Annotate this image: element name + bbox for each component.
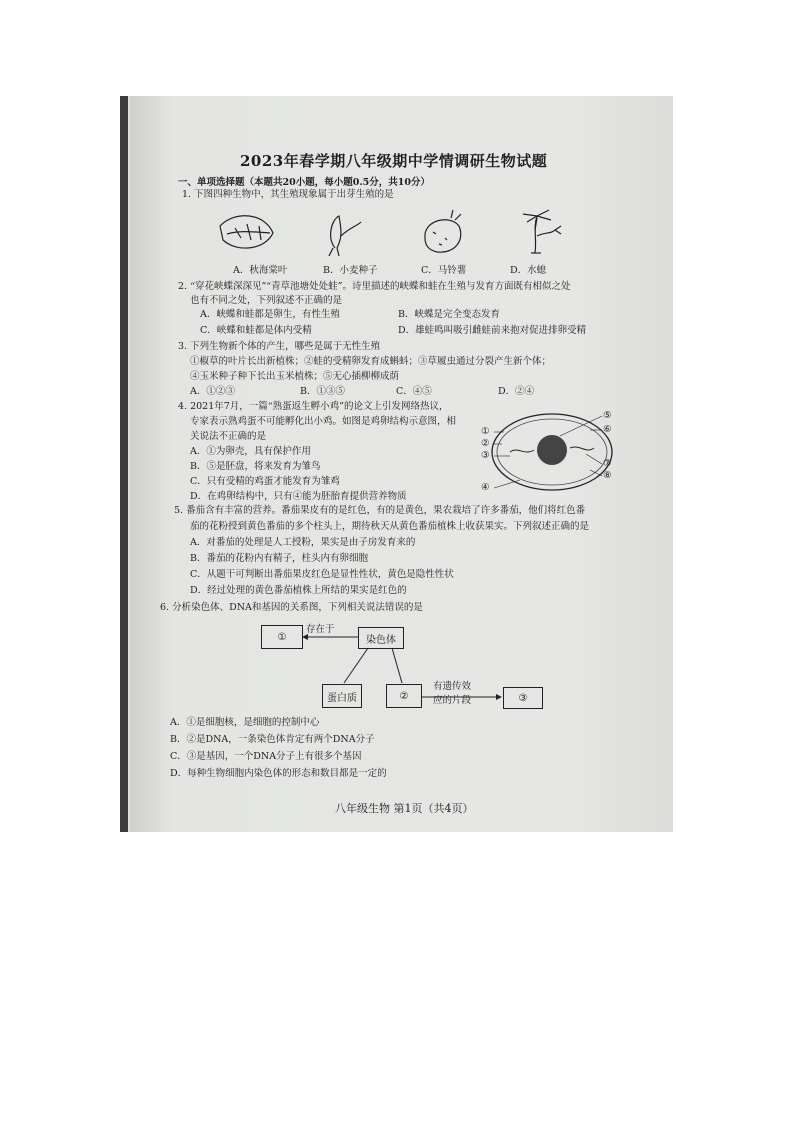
protein-box: 蛋白质 [322,684,362,708]
exists-in-label: 存在于 [306,624,335,635]
q3-option-b: B．①③⑤ [300,386,345,397]
egg-label-6: ⑥ [603,424,612,435]
q3-option-d: D．②④ [498,386,535,397]
q3-stem: 3. 下列生物新个体的产生，哪些是属于无性生殖 [178,341,381,352]
q4-stem-line3: 关说法不正确的是 [190,431,267,442]
q6-option-d: D．每种生物细胞内染色体的形态和数目都是一定的 [170,768,387,779]
page-footer: 八年级生物 第1页（共4页） [335,802,474,815]
chromosome-box: 染色体 [358,627,404,649]
q6-stem: 6. 分析染色体、DNA和基因的关系图，下列相关说法错误的是 [160,602,423,613]
egg-label-1: ① [481,426,490,437]
q2-option-d: D．雄蛙鸣叫吸引雌蛙前来抱对促进排卵受精 [398,325,587,336]
q5-stem-line2: 茄的花粉授到黄色番茄的多个柱头上，期待秋天从黄色番茄植株上收获果实。下列叙述正确的是 [190,521,590,532]
q3-option-a: A．①②③ [190,386,235,397]
q1-option-a: A．秋海棠叶 [233,265,288,276]
q5-stem-line1: 5. 番茄含有丰富的营养。番茄果皮有的是红色，有的是黄色，果农栽培了许多番茄，他们将红色番 [174,505,586,516]
scanned-exam-photo [120,96,673,832]
q3-line1: ①椒草的叶片长出新植株；②蛙的受精卵发育成蝌蚪；③草履虫通过分裂产生新个体； [190,356,552,367]
q3-line2: ④玉米种子种下长出玉米植株；⑤无心插柳柳成荫 [190,371,400,382]
section-heading: 一、单项选择题（本题共20小题，每小题0.5分，共10分） [178,177,430,188]
egg-label-3: ③ [481,450,490,461]
q3-option-c: C．④⑤ [396,386,432,397]
q6-option-b: B．②是DNA，一条染色体肯定有两个DNA分子 [170,734,375,745]
egg-label-5: ⑤ [603,410,612,421]
q4-stem-line1: 4. 2021年7月，一篇“熟蛋返生孵小鸡”的论文上引发网络热议， [178,401,449,412]
q6-option-c: C．③是基因，一个DNA分子上有很多个基因 [170,751,362,762]
egg-label-4: ④ [481,482,490,493]
egg-label-8: ⑧ [603,470,612,481]
gene-label-line2: 应的片段 [433,695,472,706]
diagram-box-3: ③ [503,687,543,709]
q1-stem: 1. 下图四种生物中，其生殖现象属于出芽生殖的是 [182,189,394,200]
q2-stem-line2: 也有不同之处，下列叙述不正确的是 [190,295,343,306]
diagram-box-1: ① [261,625,303,649]
q1-option-d: D．水螅 [510,265,547,276]
egg-label-2: ② [481,438,490,449]
egg-label-7: ⑦ [603,458,612,469]
q5-option-c: C．从题干可判断出番茄果皮红色是显性性状，黄色是隐性性状 [190,569,454,580]
q5-option-b: B．番茄的花粉内有精子，柱头内有卵细胞 [190,553,368,564]
exam-paper [130,96,673,832]
gene-label-line1: 有遗传效 [433,681,472,692]
diagram-box-2: ② [386,684,422,708]
q1-option-b: B．小麦种子 [323,265,378,276]
q1-option-c: C．马铃薯 [421,265,467,276]
q2-stem-line1: 2. “穿花峡蝶深深见”“青草池塘处处蛙”。诗里描述的峡蝶和蛙在生殖与发育方面既有相似之处 [178,281,571,292]
page-title: 2023年春学期八年级期中学情调研生物试题 [240,152,548,170]
q4-option-a: A．①为卵壳，具有保护作用 [190,446,311,457]
q5-option-a: A．对番茄的处理是人工授粉，果实是由子房发育来的 [190,537,416,548]
q2-option-c: C．峡蝶和蛙都是体内受精 [200,325,312,336]
q4-option-c: C．只有受精的鸡蛋才能发育为雏鸡 [190,476,340,487]
q4-option-b: B．⑤是胚盘，将来发育为雏鸟 [190,461,321,472]
q4-option-d: D．在鸡卵结构中，只有④能为胚胎育提供营养物质 [190,491,407,502]
q2-option-b: B．峡蝶是完全变态发育 [398,309,500,320]
q6-option-a: A．①是细胞核，是细胞的控制中心 [170,717,320,728]
q2-option-a: A．峡蝶和蛙都是卵生，有性生殖 [200,309,340,320]
q4-stem-line2: 专家表示熟鸡蛋不可能孵化出小鸡。如图是鸡卵结构示意图，相 [190,416,457,427]
q5-option-d: D．经过处理的黄色番茄植株上所结的果实是红色的 [190,585,407,596]
